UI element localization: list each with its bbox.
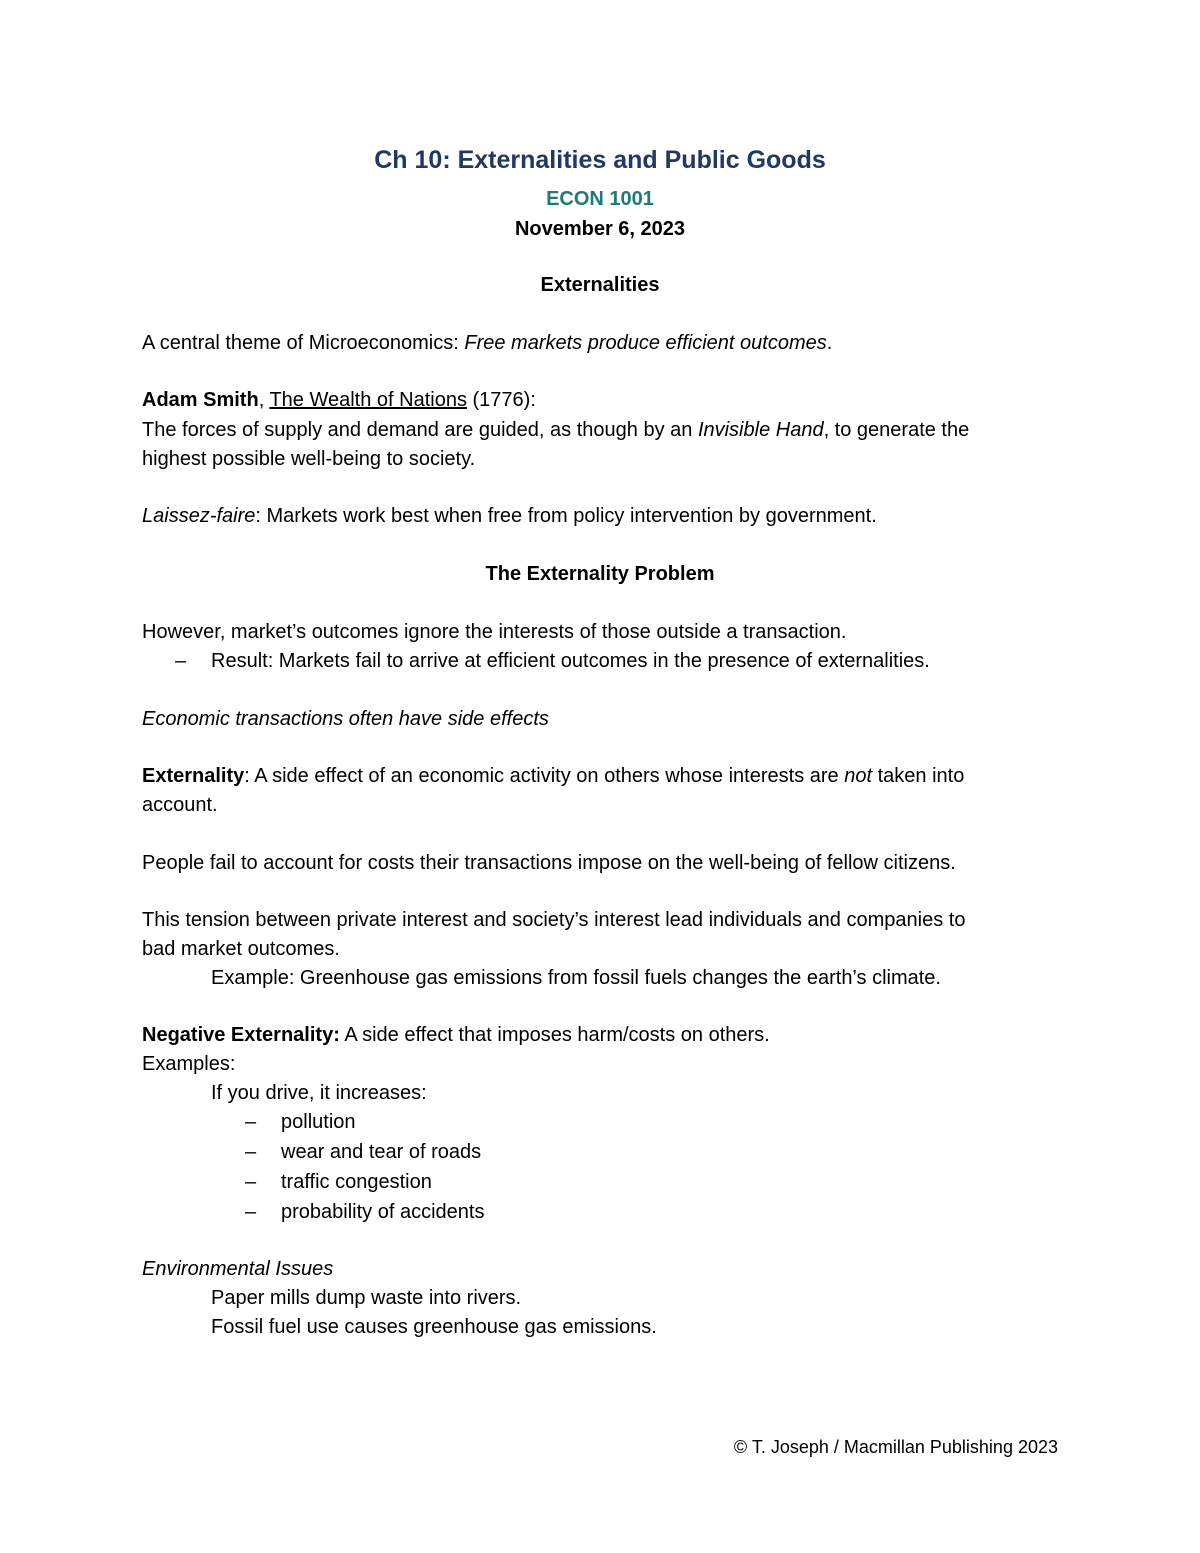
citation-separator: , (258, 389, 270, 411)
list-item (245, 1200, 484, 1224)
externality-definition-line-1 (142, 764, 964, 788)
result-text: Result: Markets fail to arrive at efficient outcomes in the presence of externalities. (211, 650, 930, 672)
list-item-text: pollution (281, 1111, 356, 1133)
central-theme-statement: Free markets produce efficient outcomes (464, 332, 827, 354)
laissez-faire-term: Laissez-faire (142, 505, 256, 527)
list-item (245, 1110, 356, 1134)
author-name: Adam Smith (142, 389, 259, 411)
list-item-text: wear and tear of roads (281, 1141, 482, 1163)
dash-bullet: – (245, 1141, 257, 1163)
laissez-faire-definition: : Markets work best when free from policy intervention by government. (255, 505, 877, 527)
section-heading-externality-problem: The Externality Problem (485, 563, 715, 585)
externality-term: Externality (142, 765, 245, 787)
negative-externality-definition (142, 1023, 770, 1047)
negative-externality-def: A side effect that imposes harm/costs on others. (339, 1024, 770, 1046)
environmental-issues-heading: Environmental Issues (142, 1258, 334, 1280)
examples-label: Examples: (142, 1053, 236, 1075)
invisible-hand-line-1 (142, 418, 969, 442)
dash-bullet: – (245, 1171, 257, 1193)
externality-def-not: not (844, 765, 873, 787)
laissez-faire-paragraph (142, 504, 877, 528)
list-item (245, 1170, 432, 1194)
invisible-hand-text-a: The forces of supply and demand are guided, as though by an (142, 419, 698, 441)
book-year: (1776): (466, 389, 536, 411)
central-theme-suffix: . (826, 332, 833, 354)
list-item (245, 1140, 481, 1164)
negative-externality-term: Negative Externality: (142, 1024, 340, 1046)
lecture-date: November 6, 2023 (514, 218, 686, 240)
central-theme-paragraph (142, 331, 832, 355)
course-code: ECON 1001 (546, 188, 654, 210)
externality-def-a: : A side effect of an economic activity on others whose interests are (244, 765, 845, 787)
dash-bullet: – (245, 1111, 257, 1133)
dash-bullet: – (175, 650, 187, 672)
result-bullet (175, 649, 930, 673)
env-example-paper-mills: Paper mills dump waste into rivers. (211, 1287, 522, 1309)
central-theme-prefix: A central theme of Microeconomics: (142, 332, 465, 354)
people-fail-paragraph: People fail to account for costs their transactions impose on the well-being of fellow citizens. (142, 852, 956, 874)
list-item-text: probability of accidents (281, 1201, 485, 1223)
drive-intro: If you drive, it increases: (211, 1082, 427, 1104)
greenhouse-example: Example: Greenhouse gas emissions from fossil fuels changes the earth’s climate. (211, 967, 941, 989)
section-heading-externalities: Externalities (540, 274, 660, 296)
list-item-text: traffic congestion (281, 1171, 432, 1193)
tension-line-1: This tension between private interest and society’s interest lead individuals and companies to (142, 909, 966, 931)
page-title: Ch 10: Externalities and Public Goods (374, 146, 826, 174)
however-paragraph: However, market’s outcomes ignore the interests of those outside a transaction. (142, 621, 847, 643)
adam-smith-citation (142, 388, 536, 412)
tension-line-2: bad market outcomes. (142, 938, 340, 960)
copyright-footer: © T. Joseph / Macmillan Publishing 2023 (733, 1437, 1058, 1457)
book-title: The Wealth of Nations (269, 389, 467, 411)
invisible-hand-text-c: , to generate the (823, 419, 970, 441)
externality-def-b: taken into (872, 765, 965, 787)
externality-definition-line-2: account. (142, 794, 218, 816)
env-example-fossil-fuel: Fossil fuel use causes greenhouse gas emissions. (211, 1316, 657, 1338)
invisible-hand-term: Invisible Hand (697, 419, 824, 441)
dash-bullet: – (245, 1201, 257, 1223)
invisible-hand-line-2: highest possible well-being to society. (142, 448, 476, 470)
side-effects-heading: Economic transactions often have side effects (142, 708, 549, 730)
